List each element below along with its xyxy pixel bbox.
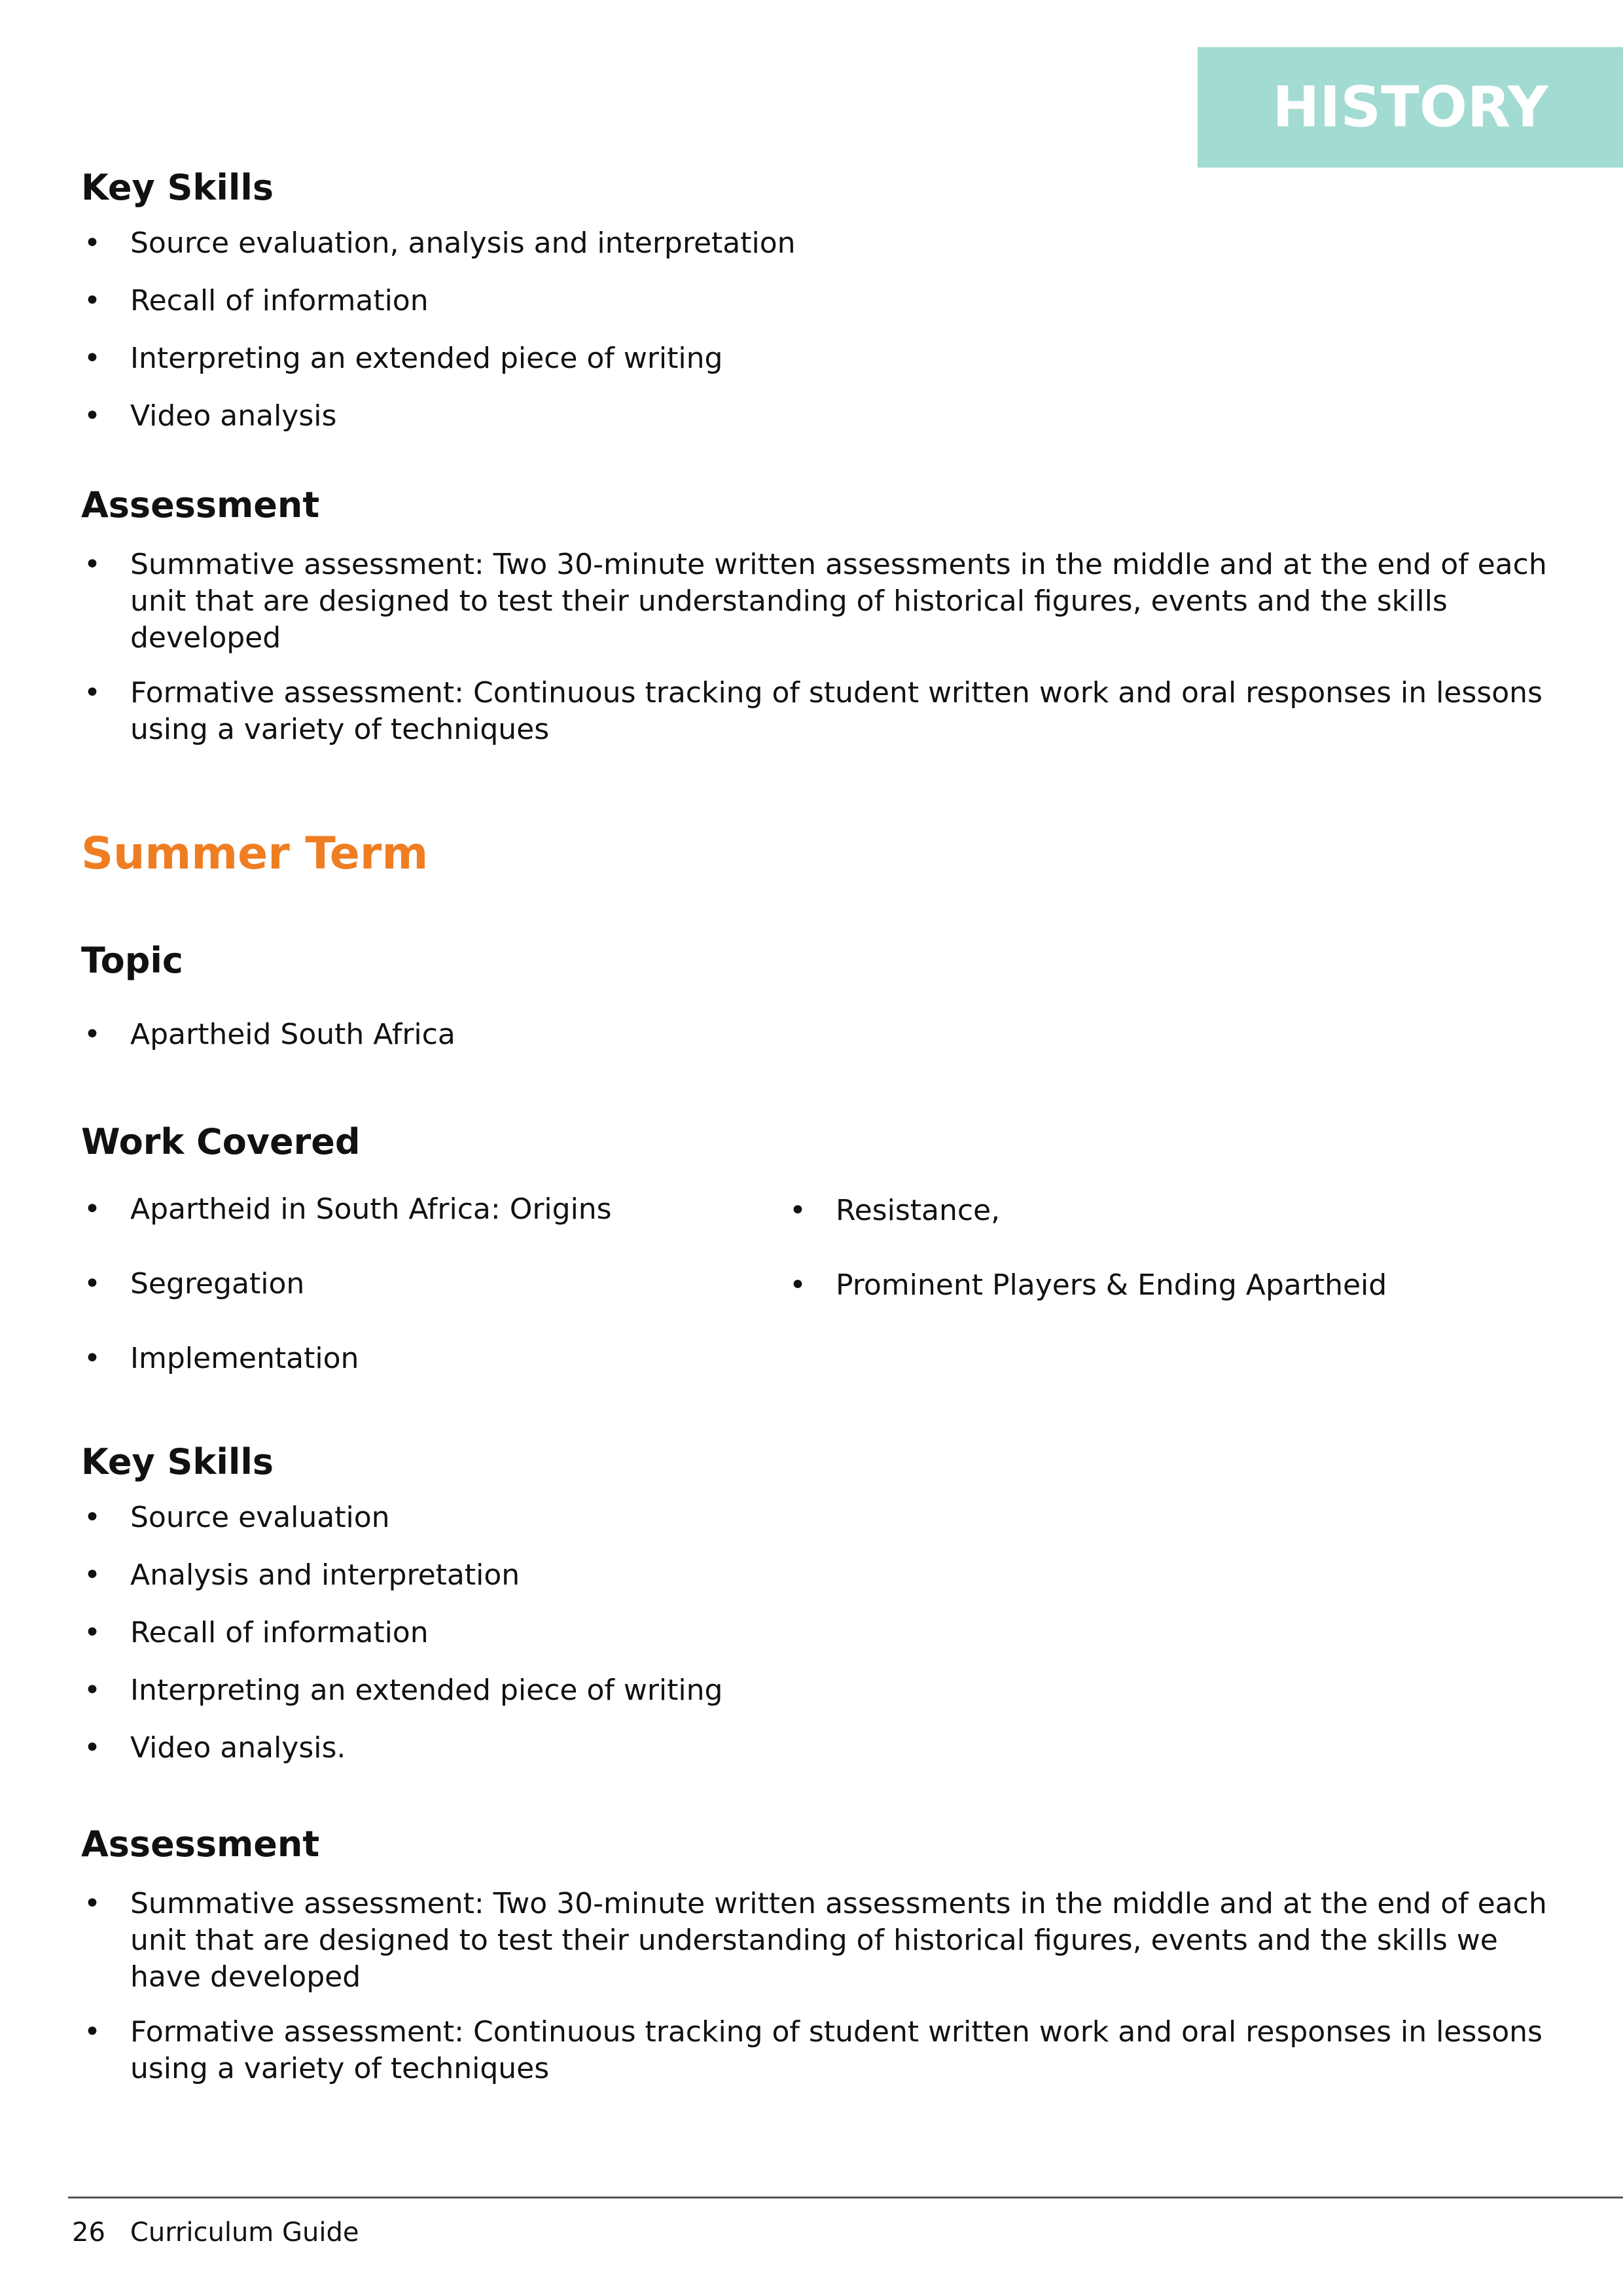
bullet-icon: • [84,341,101,375]
bullet-icon: • [84,283,101,317]
list-item: • Implementation [81,1340,736,1377]
bullet-icon: • [84,1615,101,1649]
summer-topic-section [81,940,1554,1053]
summer-term-heading: Summer Term [81,828,429,880]
footer-divider [68,2197,1623,2198]
bullet-icon: • [84,1266,101,1300]
work-covered-left-column [81,1191,736,1377]
list-item: • Interpreting an extended piece of writing [81,1672,1554,1709]
list-item: • Prominent Players & Ending Apartheid [787,1267,1507,1304]
bullet-icon: • [84,675,101,709]
work-covered-right-column [787,1193,1507,1304]
list-item: • Segregation [81,1266,736,1302]
spring-key-skills-list [81,225,1554,435]
summer-key-skills-section [81,1441,1554,1767]
list-item: • Recall of information [81,283,1554,319]
summer-assessment-heading: Assessment [81,1823,320,1865]
summer-assessment-list [81,1886,1554,2087]
bullet-icon: • [84,1192,101,1226]
bullet-icon: • [84,1673,101,1707]
list-item: • Formative assessment: Continuous tracking of student written work and oral responses in lessons using a variety of techniques [84,2015,1543,2085]
list-item: • Analysis and interpretation [81,1557,1554,1594]
work-covered-right-list [787,1193,1507,1304]
summer-work-covered-heading: Work Covered [81,1121,361,1162]
summer-key-skills-heading: Key Skills [81,1441,274,1482]
summer-topic-heading: Topic [81,940,183,981]
footer-title: Curriculum Guide [130,2217,359,2248]
spring-key-skills-section [81,167,1554,435]
spring-assessment-section [81,484,1554,748]
summer-assessment-section [81,1823,1554,2087]
list-item: • Apartheid in South Africa: Origins [81,1191,736,1228]
summer-key-skills-list [81,1499,1554,1767]
list-item: • Source evaluation, analysis and interpretation [81,225,1554,262]
bullet-icon: • [789,1193,806,1227]
bullet-icon: • [84,1341,101,1375]
list-item: • Recall of information [81,1615,1554,1651]
summer-term-section [81,827,1554,881]
bullet-icon: • [84,1886,101,1920]
spring-assessment-list [81,547,1554,748]
bullet-icon: • [84,2015,101,2049]
spring-key-skills-heading: Key Skills [81,167,274,208]
bullet-icon: • [84,547,101,581]
bullet-icon: • [84,1558,101,1592]
bullet-icon: • [84,1500,101,1534]
list-item: • Source evaluation [81,1499,1554,1536]
list-item: • Resistance, [787,1193,1507,1229]
subject-tab: HISTORY [1198,47,1623,168]
bullet-icon: • [84,1017,101,1051]
list-item: • Video analysis. [81,1730,1554,1767]
summer-topic-list [81,1016,1554,1053]
page-number: 26 [72,2217,105,2248]
spring-assessment-heading: Assessment [81,484,320,526]
bullet-icon: • [84,1731,101,1765]
list-item: • Summative assessment: Two 30-minute written assessments in the middle and at the end of each unit that are designed to test their understanding of historical figures, events and the skills developed [84,547,1547,655]
list-item: • Summative assessment: Two 30-minute written assessments in the middle and at the end of each unit that are designed to test their understanding of historical figures, events and the skills we have developed [84,1886,1547,1994]
list-item: • Formative assessment: Continuous tracking of student written work and oral responses in lessons using a variety of techniques [84,675,1543,746]
bullet-icon: • [84,399,101,433]
work-covered-columns [81,1191,1554,1388]
work-covered-left-list [81,1191,736,1377]
list-item: • Video analysis [81,398,1554,435]
page-footer [72,2217,383,2248]
bullet-icon: • [84,226,101,260]
list-item: • Interpreting an extended piece of writing [81,340,1554,377]
bullet-icon: • [789,1268,806,1302]
list-item: • Apartheid South Africa [81,1016,1554,1053]
summer-work-covered-section [81,1121,1554,1388]
